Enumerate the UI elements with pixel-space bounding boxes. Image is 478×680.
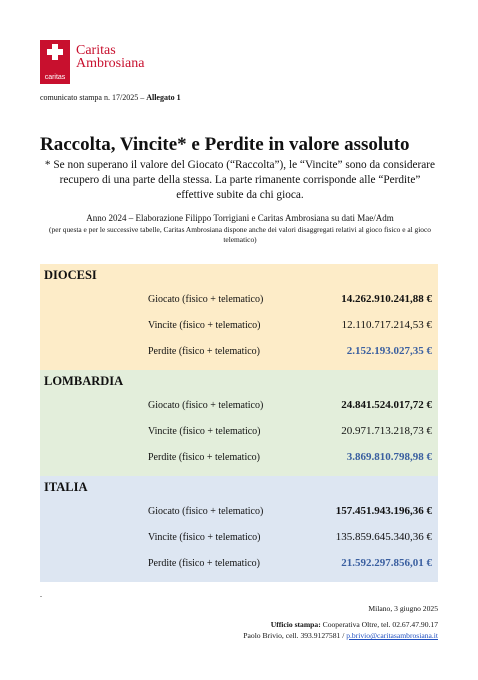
row-label: Vincite (fisico + telematico) [148, 532, 261, 543]
table-row [40, 530, 438, 546]
footer-dot: . [40, 590, 42, 599]
intro-text: * Se non superano il valore del Giocato (“Raccolta”), le “Vincite” sono da considerare recupero di una parte della stessa. La parte rimanente corrisponde alle “Perdite” effettive subite da chi gioca. [44, 159, 436, 201]
row-value: 135.859.645.340,36 € [335, 531, 432, 543]
year-line: Anno 2024 – Elaborazione Filippo Torrigiani e Caritas Ambrosiana su dati Mae/Adm [86, 213, 394, 223]
row-value: 20.971.713.218,73 € [341, 425, 432, 437]
section-title: DIOCESI [44, 268, 97, 282]
brand-name [76, 44, 144, 70]
press-text: comunicato stampa n. 17/2025 – [40, 93, 147, 102]
row-value: 21.592.297.856,01 € [341, 557, 432, 569]
brand-line-1: Caritas [76, 43, 116, 58]
contact-text: Paolo Brivio, cell. 393.9127581 / [243, 631, 347, 640]
table-row [40, 556, 438, 572]
table-row [40, 344, 438, 360]
contact-line [243, 631, 438, 640]
row-value: 3.869.810.798,98 € [346, 451, 432, 463]
press-release-line [40, 93, 181, 102]
section-diocesi [40, 264, 438, 370]
row-label: Giocato (fisico + telematico) [148, 294, 264, 305]
caritas-logo [40, 40, 70, 84]
row-label: Giocato (fisico + telematico) [148, 506, 264, 517]
logo-word: caritas [44, 74, 66, 81]
row-value: 2.152.193.027,35 € [346, 345, 432, 357]
table-row [40, 318, 438, 334]
table-row [40, 398, 438, 414]
section-title: ITALIA [44, 480, 88, 494]
press-office-text: Cooperativa Oltre, tel. 02.67.47.90.17 [320, 620, 438, 629]
section-lombardia [40, 370, 438, 476]
section-italia [40, 476, 438, 582]
row-label: Vincite (fisico + telematico) [148, 320, 261, 331]
cross-icon [47, 44, 63, 60]
table-row [40, 292, 438, 308]
row-label: Perdite (fisico + telematico) [148, 452, 260, 463]
table-row [40, 450, 438, 466]
brand-line-2: Ambrosiana [76, 56, 145, 71]
press-office-label: Ufficio stampa: [270, 620, 321, 629]
press-attachment: Allegato 1 [146, 93, 181, 102]
note-text: (per questa e per le successive tabelle, Caritas Ambrosiana dispone anche dei valori disaggregati relativi al gioco fisico e al gioco telematico) [49, 225, 431, 244]
row-value: 24.841.524.017,72 € [341, 399, 432, 411]
page-title: Raccolta, Vincite* e Perdite in valore assoluto [40, 134, 410, 155]
table-row [40, 424, 438, 440]
row-label: Vincite (fisico + telematico) [148, 426, 261, 437]
row-value: 157.451.943.196,36 € [335, 505, 432, 517]
row-label: Perdite (fisico + telematico) [148, 346, 260, 357]
table-row [40, 504, 438, 520]
contact-email-link[interactable]: p.brivio@caritasambrosiana.it [346, 631, 438, 640]
row-label: Giocato (fisico + telematico) [148, 400, 264, 411]
place-date: Milano, 3 giugno 2025 [368, 604, 438, 613]
row-value: 12.110.717.214,53 € [341, 319, 432, 331]
row-label: Perdite (fisico + telematico) [148, 558, 260, 569]
section-title: LOMBARDIA [44, 374, 124, 388]
press-office [271, 620, 438, 629]
row-value: 14.262.910.241,88 € [341, 293, 432, 305]
